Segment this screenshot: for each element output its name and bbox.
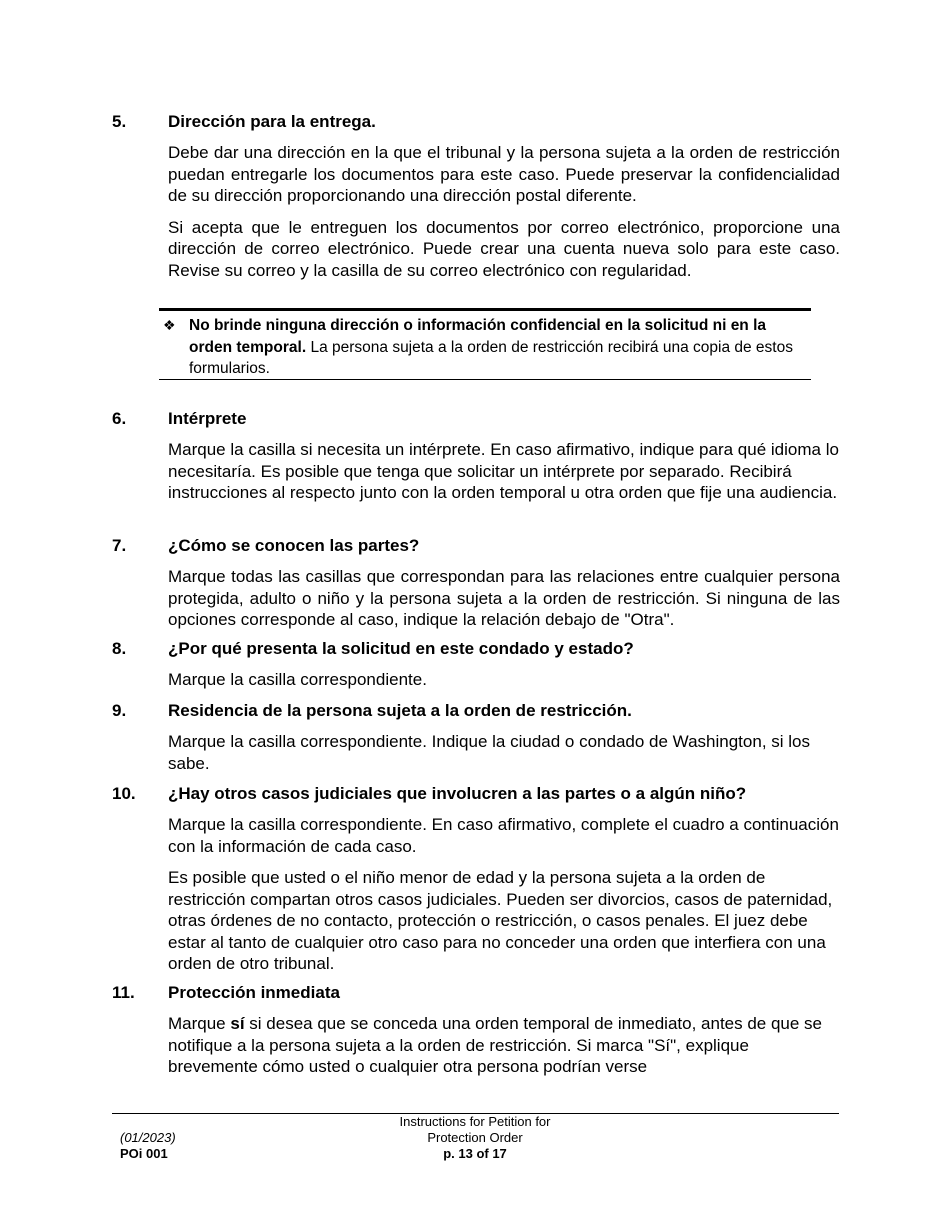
section-10-heading bbox=[112, 784, 840, 804]
paragraph: Si acepta que le entreguen los documentos por correo electrónico, proporcione una dirección de correo electrónico. Puede crear una cuenta nueva solo para este caso. Revise su correo y la casilla de su correo electrónico con regularidad. bbox=[168, 217, 840, 280]
section-9 bbox=[112, 701, 840, 774]
section-number: 9. bbox=[112, 701, 127, 720]
paragraph: Marque la casilla correspondiente. bbox=[168, 670, 427, 689]
section-number: 5. bbox=[112, 112, 127, 131]
section-title: ¿Por qué presenta la solicitud en este condado y estado? bbox=[168, 639, 634, 658]
footer-title-line: Instructions for Petition for bbox=[399, 1114, 551, 1129]
section-5 bbox=[112, 112, 840, 281]
footer-title-line: Protection Order bbox=[427, 1130, 523, 1145]
paragraph bbox=[168, 1013, 840, 1078]
section-10 bbox=[112, 784, 840, 975]
paragraph: Marque la casilla correspondiente. En caso afirmativo, complete el cuadro a continuación con la información de cada caso. bbox=[168, 815, 839, 856]
note-plain-text: La persona sujeta a la orden de restricción recibirá una copia de estos formularios. bbox=[189, 338, 793, 377]
section-11 bbox=[112, 983, 840, 1078]
section-title: Residencia de la persona sujeta a la orden de restricción. bbox=[168, 701, 632, 720]
section-5-heading bbox=[112, 112, 840, 132]
section-number: 8. bbox=[112, 639, 127, 658]
section-8-heading bbox=[112, 639, 840, 659]
confidentiality-note bbox=[159, 308, 811, 380]
section-8 bbox=[112, 639, 840, 691]
paragraph: Es posible que usted o el niño menor de edad y la persona sujeta a la orden de restricción compartan otros casos judiciales. Pueden ser divorcios, casos de paternidad, otras órdenes de no contacto, protección o restricción, o casos penales. El juez debe estar al tanto de cualquier otro caso para no conceder una orden que interfiera con una orden de otro tribunal. bbox=[168, 868, 833, 973]
diamond-bullet-icon: ❖ bbox=[163, 317, 176, 333]
section-title: Protección inmediata bbox=[168, 983, 340, 1002]
paragraph: Marque la casilla si necesita un intérprete. En caso afirmativo, indique para qué idioma lo necesitaría. Es posible que tenga que solicitar un intérprete por separado. Recibirá instrucciones al respecto junto con la orden temporal u otra orden que fije una audiencia. bbox=[168, 440, 839, 502]
note-text bbox=[189, 315, 809, 380]
section-7 bbox=[112, 536, 840, 631]
note-bold-text: No brinde ninguna dirección o información confidencial en la solicitud ni en la orden temporal. bbox=[189, 317, 767, 356]
footer-title bbox=[375, 1114, 575, 1162]
section-number: 10. bbox=[112, 784, 136, 803]
section-title: ¿Hay otros casos judiciales que involucren a las partes o a algún niño? bbox=[168, 784, 747, 803]
section-7-heading bbox=[112, 536, 840, 556]
paragraph: Marque la casilla correspondiente. Indique la ciudad o condado de Washington, si los sabe. bbox=[168, 732, 810, 773]
section-title: ¿Cómo se conocen las partes? bbox=[168, 536, 420, 555]
section-title: Intérprete bbox=[168, 409, 247, 428]
form-code: POi 001 bbox=[120, 1146, 168, 1161]
paragraph: Debe dar una dirección en la que el tribunal y la persona sujeta a la orden de restricción puedan entregarle los documentos para este caso. Puede preservar la confidencialidad de su dirección proporcionando una dirección postal diferente. bbox=[168, 143, 840, 205]
paragraph: Marque todas las casillas que correspondan para las relaciones entre cualquier persona protegida, adulto o niño y la persona sujeta a la orden de restricción. Si ninguna de las opciones corresponde al caso, indique la relación debajo de "Otra". bbox=[168, 567, 840, 629]
section-6-heading bbox=[112, 409, 840, 429]
form-date: (01/2023) bbox=[120, 1130, 176, 1145]
section-number: 6. bbox=[112, 409, 127, 428]
text-run: Marque bbox=[168, 1014, 231, 1033]
section-9-heading bbox=[112, 701, 840, 721]
section-11-heading bbox=[112, 983, 840, 1003]
section-number: 11. bbox=[112, 983, 135, 1002]
emphasis-text: sí bbox=[230, 1014, 245, 1033]
page-number: p. 13 of 17 bbox=[443, 1146, 507, 1161]
section-number: 7. bbox=[112, 536, 127, 555]
text-run: si desea que se conceda una orden temporal de inmediato, antes de que se notifique a la persona sujeta a la orden de restricción. Si marca "Sí", explique brevemente cómo usted o cualquier otra persona podrían verse bbox=[168, 1014, 823, 1076]
section-6 bbox=[112, 409, 840, 504]
section-title: Dirección para la entrega. bbox=[168, 112, 376, 131]
